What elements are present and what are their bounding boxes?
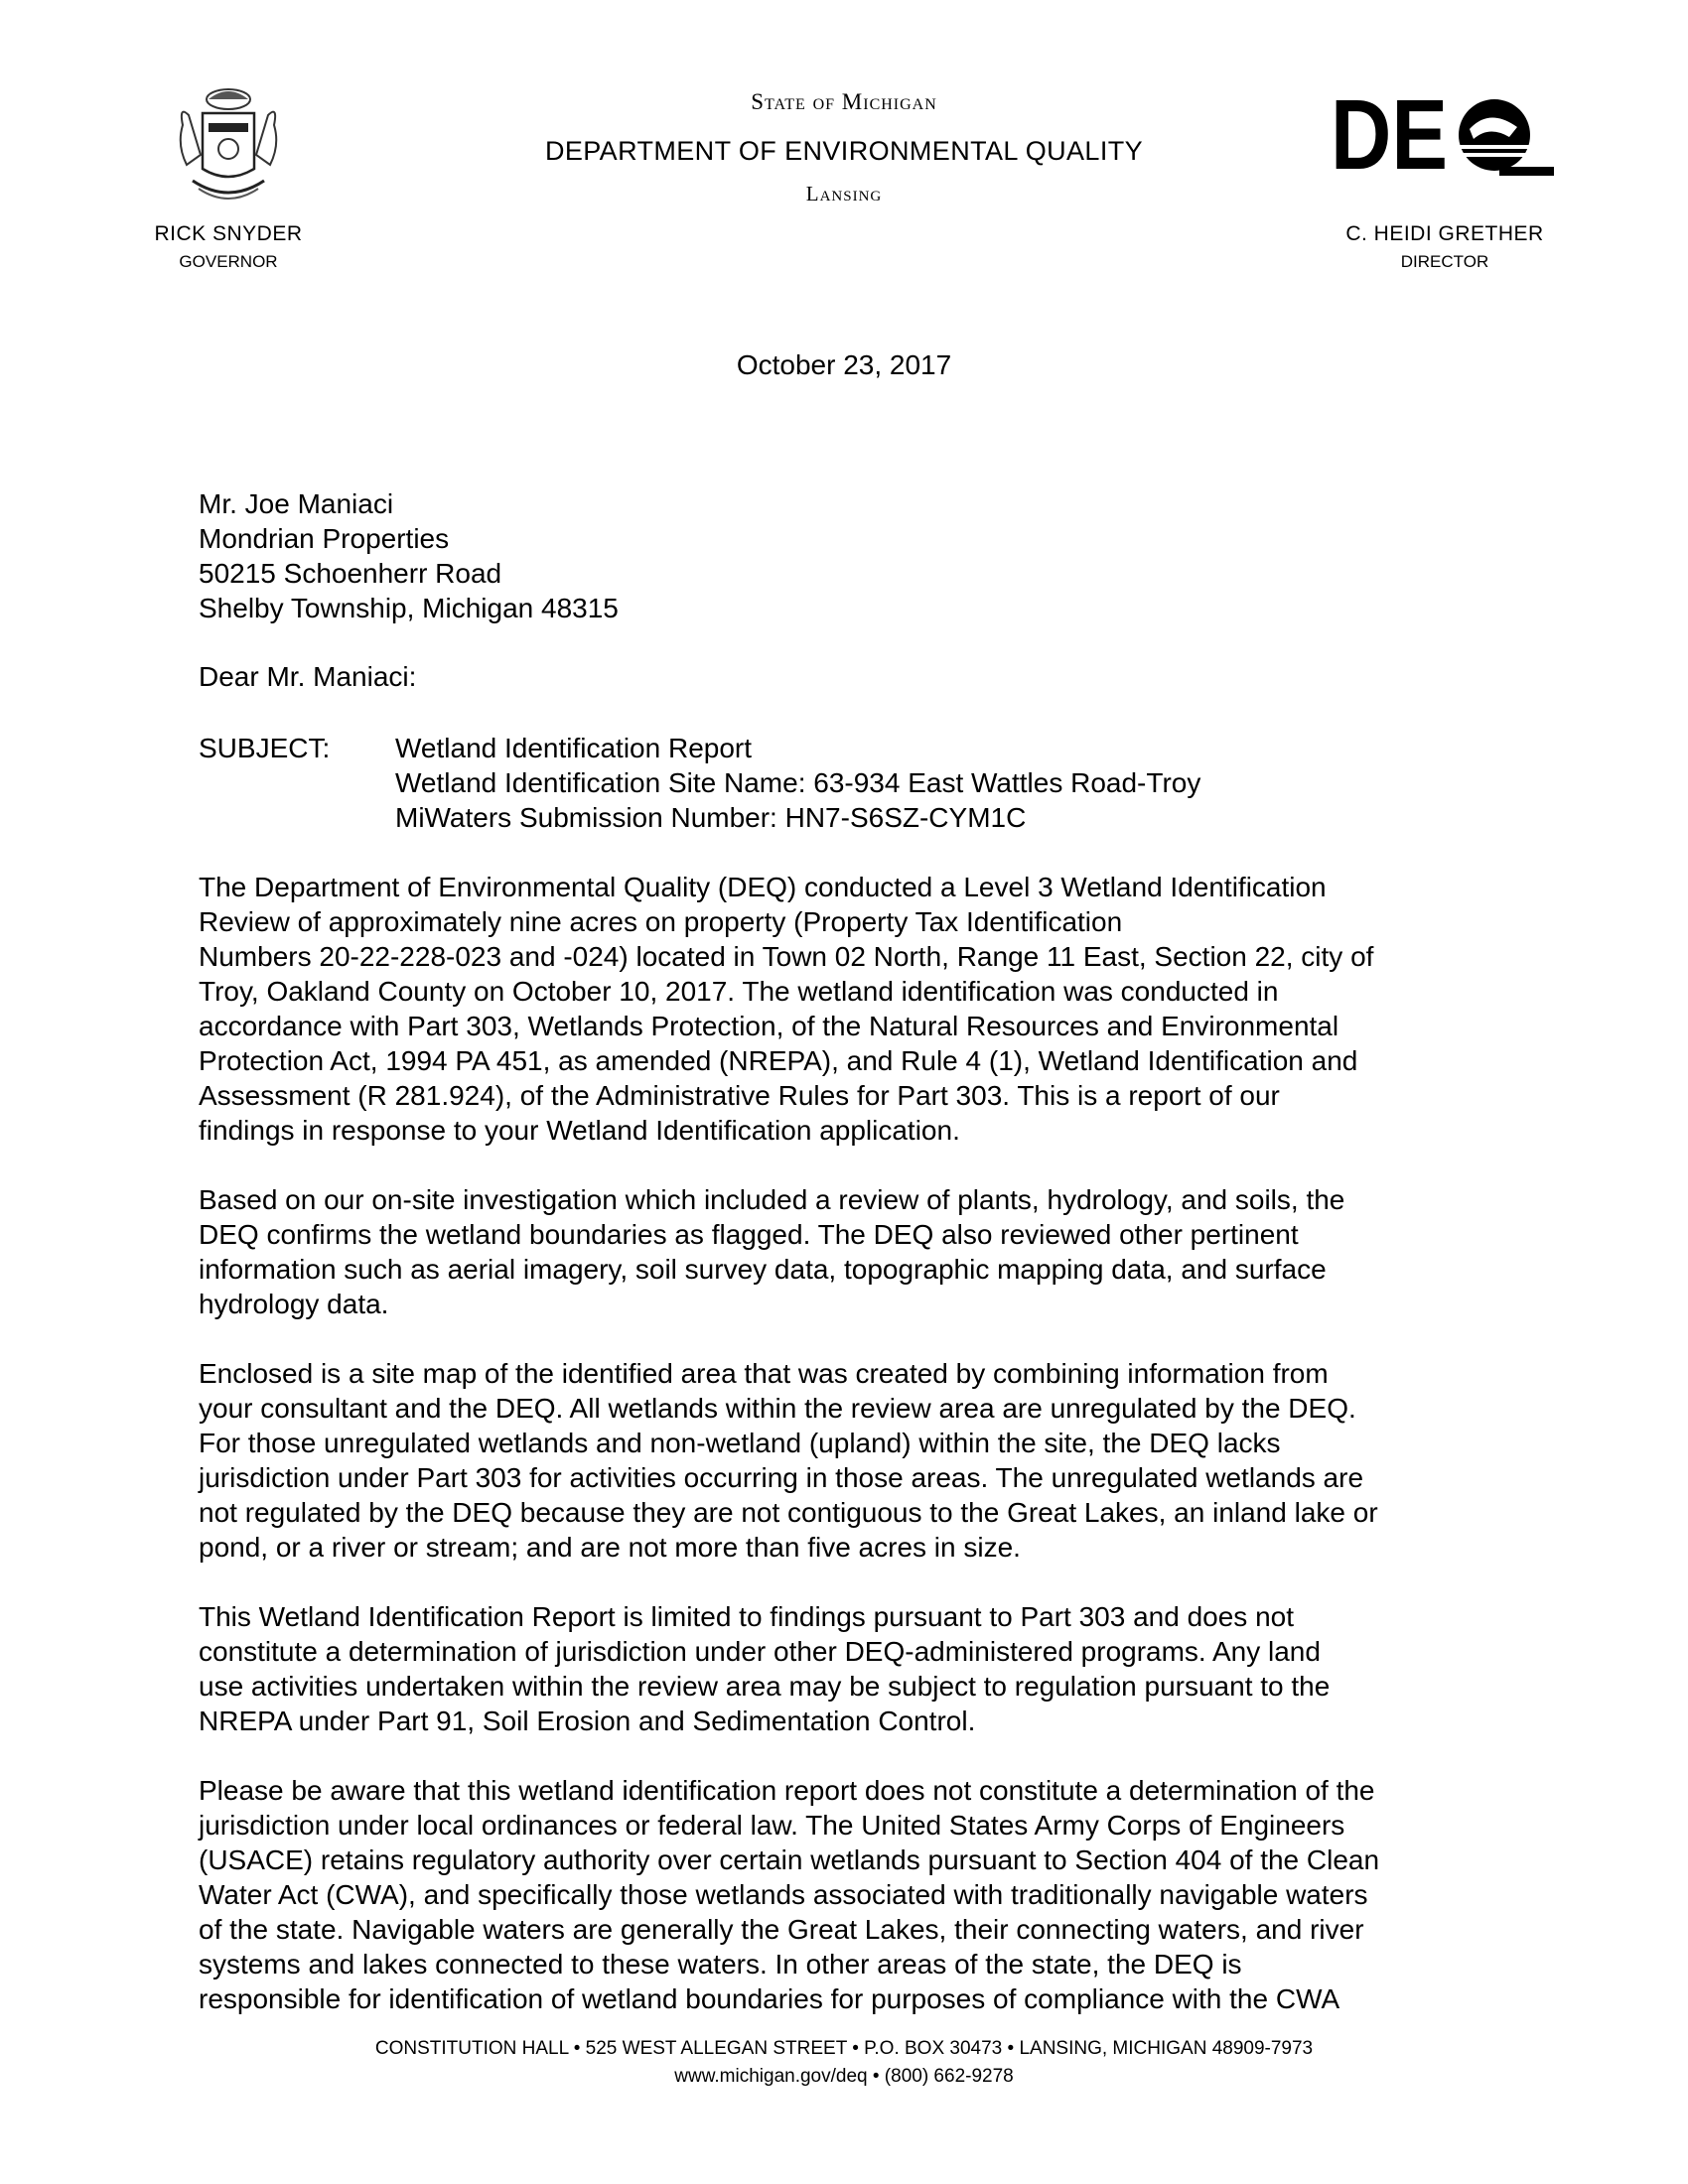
body-paragraph [199, 870, 1489, 1148]
paragraph-line: not regulated by the DEQ because they are not contiguous to the Great Lakes, an inland lake or [199, 1497, 1378, 1528]
recipient-city: Shelby Township, Michigan 48315 [199, 593, 619, 623]
footer-address: CONSTITUTION HALL • 525 WEST ALLEGAN STREET • P.O. BOX 30473 • LANSING, MICHIGAN 48909-7973 [374, 2038, 1314, 2059]
paragraph-line: The Department of Environmental Quality (DEQ) conducted a Level 3 Wetland Identification [199, 872, 1327, 902]
paragraph-line: DEQ confirms the wetland boundaries as flagged. The DEQ also reviewed other pertinent [199, 1219, 1299, 1250]
paragraph-line: systems and lakes connected to these waters. In other areas of the state, the DEQ is [199, 1949, 1242, 1979]
paragraph-line: jurisdiction under Part 303 for activities occurring in those areas. The unregulated wetlands are [199, 1462, 1364, 1493]
director-name: C. HEIDI GRETHER [1345, 222, 1544, 245]
paragraph-line: jurisdiction under local ordinances or federal law. The United States Army Corps of Engineers [199, 1810, 1345, 1841]
paragraph-line: Assessment (R 281.924), of the Administrative Rules for Part 303. This is a report of our [199, 1080, 1280, 1111]
department-name: DEPARTMENT OF ENVIRONMENTAL QUALITY [544, 136, 1144, 166]
governor-name: RICK SNYDER [154, 222, 303, 245]
paragraph-line: pond, or a river or stream; and are not more than five acres in size. [199, 1532, 1021, 1563]
paragraph-line: (USACE) retains regulatory authority over certain wetlands pursuant to Section 404 of the Clean [199, 1844, 1380, 1875]
paragraph-line: For those unregulated wetlands and non-wetland (upland) within the site, the DEQ lacks [199, 1428, 1281, 1458]
paragraph-line: Numbers 20-22-228-023 and -024) located in Town 02 North, Range 11 East, Section 22, city of [199, 941, 1374, 972]
recipient-company: Mondrian Properties [199, 523, 450, 554]
paragraph-line: use activities undertaken within the review area may be subject to regulation pursuant to the [199, 1671, 1331, 1702]
footer-contact: www.michigan.gov/deq • (800) 662-9278 [674, 2066, 1014, 2087]
recipient-address [199, 486, 619, 625]
paragraph-line: Based on our on-site investigation which included a review of plants, hydrology, and soils, the [199, 1184, 1345, 1215]
body-paragraph [199, 1356, 1489, 1565]
recipient-street: 50215 Schoenherr Road [199, 558, 502, 589]
state-name: State of Michigan [751, 89, 937, 114]
paragraph-line: constitute a determination of jurisdiction under other DEQ-administered programs. Any land [199, 1636, 1321, 1667]
paragraph-line: Please be aware that this wetland identification report does not constitute a determination of the [199, 1775, 1375, 1806]
paragraph-line: Protection Act, 1994 PA 451, as amended (NREPA), and Rule 4 (1), Wetland Identification and [199, 1045, 1358, 1076]
paragraph-line: NREPA under Part 91, Soil Erosion and Sedimentation Control. [199, 1706, 976, 1736]
paragraph-line: Water Act (CWA), and specifically those wetlands associated with traditionally navigable waters [199, 1879, 1368, 1910]
subject-line: Wetland Identification Report [395, 733, 753, 763]
recipient-name: Mr. Joe Maniaci [199, 488, 394, 519]
paragraph-line: Troy, Oakland County on October 10, 2017. The wetland identification was conducted in [199, 976, 1279, 1007]
governor-title: GOVERNOR [179, 252, 278, 271]
director-title: DIRECTOR [1400, 252, 1489, 271]
body-paragraph [199, 1182, 1489, 1321]
paragraph-line: findings in response to your Wetland Identification application. [199, 1115, 960, 1146]
letter-date: October 23, 2017 [736, 349, 952, 380]
paragraph-line: This Wetland Identification Report is limited to findings pursuant to Part 303 and does not [199, 1601, 1295, 1632]
body-paragraph [199, 1599, 1489, 1738]
paragraph-line: information such as aerial imagery, soil survey data, topographic mapping data, and surface [199, 1254, 1327, 1285]
subject-label: SUBJECT: [199, 733, 331, 763]
body-paragraph [199, 1773, 1489, 2016]
paragraph-line: your consultant and the DEQ. All wetlands within the review area are unregulated by the DEQ. [199, 1393, 1356, 1424]
paragraph-line: Review of approximately nine acres on property (Property Tax Identification [199, 906, 1123, 937]
paragraph-line: Enclosed is a site map of the identified area that was created by combining information from [199, 1358, 1329, 1389]
salutation: Dear Mr. Maniaci: [199, 661, 417, 692]
paragraph-line: accordance with Part 303, Wetlands Protection, of the Natural Resources and Environmental [199, 1011, 1339, 1041]
city-name: Lansing [805, 182, 883, 205]
subject-line: MiWaters Submission Number: HN7-S6SZ-CYM1C [395, 802, 1027, 833]
paragraph-line: hydrology data. [199, 1289, 389, 1319]
paragraph-line: of the state. Navigable waters are generally the Great Lakes, their connecting waters, and river [199, 1914, 1364, 1945]
svg-text:DE: DE [1331, 87, 1448, 181]
paragraph-line: responsible for identification of wetland boundaries for purposes of compliance with the CWA [199, 1983, 1340, 2014]
subject-line: Wetland Identification Site Name: 63-934 East Wattles Road-Troy [395, 767, 1201, 798]
deq-logo [1331, 87, 1554, 181]
